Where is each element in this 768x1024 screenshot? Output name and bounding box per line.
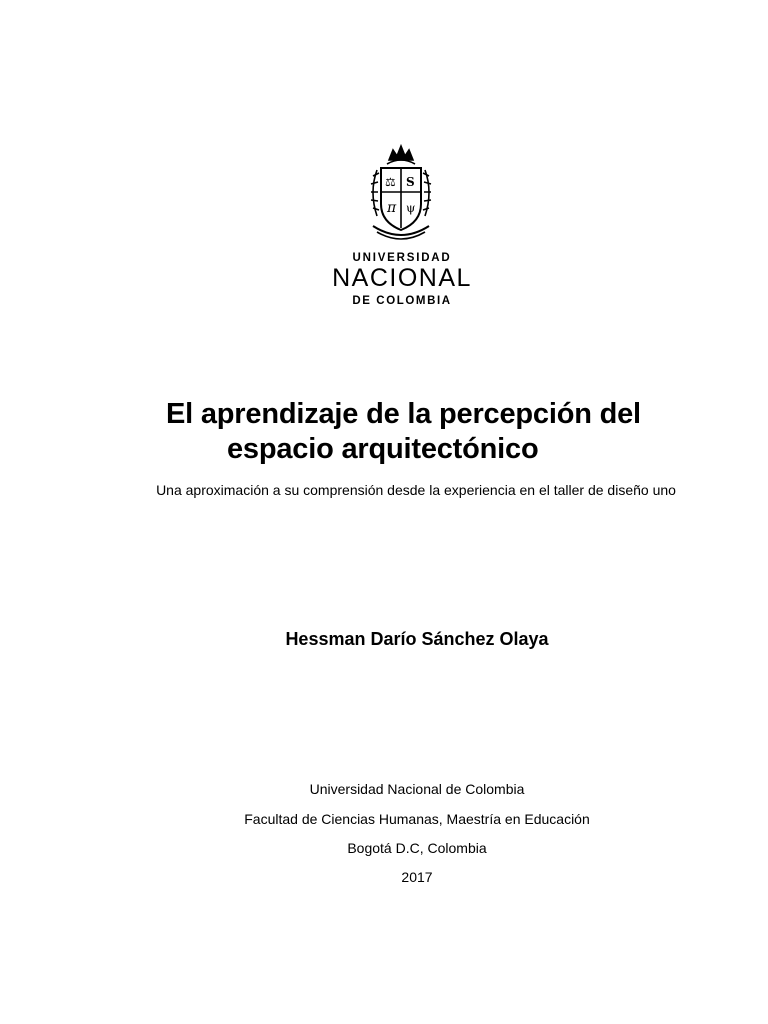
faculty-name: Facultad de Ciencias Humanas, Maestría en Educación: [244, 811, 590, 827]
institution-name: Universidad Nacional de Colombia: [309, 781, 525, 797]
university-crest-icon: [363, 142, 439, 246]
svg-text:ψ: ψ: [406, 201, 416, 215]
logo-line-universidad: UNIVERSIDAD: [352, 252, 452, 264]
svg-text:S: S: [406, 175, 415, 189]
svg-text:⚖: ⚖: [385, 175, 396, 189]
author-name: Hessman Darío Sánchez Olaya: [285, 629, 549, 649]
logo-line-nacional: NACIONAL: [332, 264, 472, 292]
logo-line-de-colombia: DE COLOMBIA: [352, 295, 452, 307]
location-text: Bogotá D.C, Colombia: [347, 840, 487, 856]
document-title-line-2: espacio arquitectónico: [227, 433, 539, 465]
document-title-line-1: El aprendizaje de la percepción del: [166, 398, 641, 430]
svg-text:π: π: [387, 200, 397, 216]
year-text: 2017: [401, 869, 433, 885]
document-subtitle: Una aproximación a su comprensión desde la experiencia en el taller de diseño uno: [156, 482, 676, 498]
